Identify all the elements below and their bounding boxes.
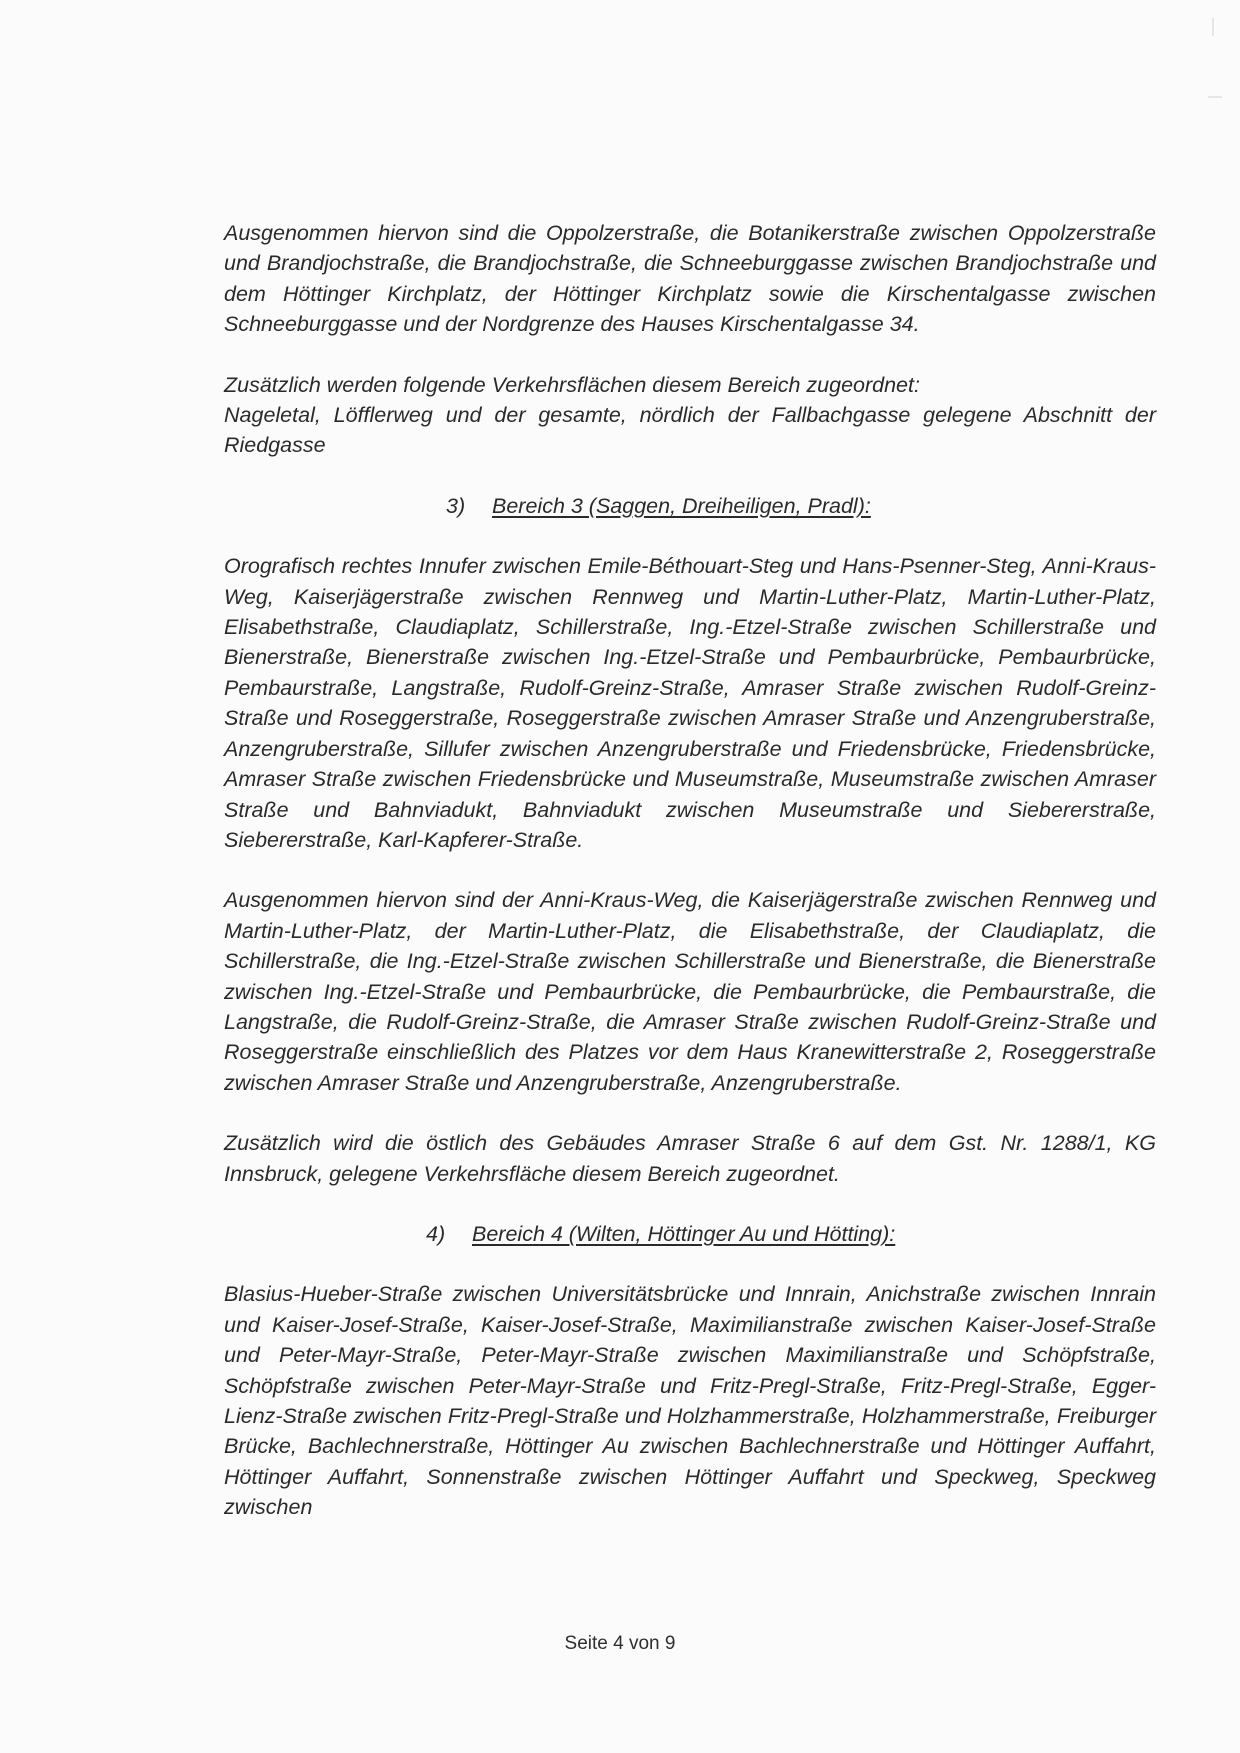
paragraph-exceptions-bereich-2: Ausgenommen hiervon sind die Oppolzerstraße, die Botanikerstraße zwischen Oppolzerstraße und Brandjochstraße, die Brandjochstraße, die Schneeburggasse zwischen Brandjochstraße und dem Höttinger Kirchplatz, der Höttinger Kirchplatz sowie die Kirschentalgasse zwischen Schneeburggasse und der Nordgrenze des Hauses Kirschentalgasse 34. xyxy=(224,221,1156,337)
paragraph-additional-areas-list: Nageletal, Löfflerweg und der gesamte, nördlich der Fallbachgasse gelegene Abschnitt der Riedgasse xyxy=(224,403,1156,458)
paragraph-bereich-3-exceptions: Ausgenommen hiervon sind der Anni-Kraus-Weg, die Kaiserjägerstraße zwischen Rennweg und Martin-Luther-Platz, der Martin-Luther-Platz, die Elisabethstraße, der Claudiaplatz, die Schillerstraße, die Ing.-Etzel-Straße zwischen Schillerstraße und Bienerstraße, die Bienerstraße zwischen Ing.-Etzel-Straße und Pembaurbrücke, die Pembaurbrücke, die Pembaurstraße, die Langstraße, die Rudolf-Greinz-Straße, die Amraser Straße zwischen Rudolf-Greinz-Straße und Roseggerstraße einschließlich des Platzes vor dem Haus Kranewitterstraße 2, Roseggerstraße zwischen Amraser Straße und Anzengruberstraße, Anzengruberstraße. xyxy=(224,888,1156,1095)
paragraph-additional-areas-intro: Zusätzlich werden folgende Verkehrsflächen diesem Bereich zugeordnet: xyxy=(224,372,920,397)
section-title: Bereich 4 (Wilten, Höttinger Au und Hötting): xyxy=(472,1221,896,1246)
paragraph-bereich-3-streets: Orografisch rechtes Innufer zwischen Emile-Béthouart-Steg und Hans-Psenner-Steg, Anni-Kraus-Weg, Kaiserjägerstraße zwischen Rennweg und Martin-Luther-Platz, Martin-Luther-Platz, Elisabethstraße, Claudiaplatz, Schillerstraße, Ing.-Etzel-Straße zwischen Schillerstraße und Bienerstraße, Bienerstraße zwischen Ing.-Etzel-Straße und Pembaurbrücke, Pembaurbrücke, Pembaurstraße, Langstraße, Rudolf-Greinz-Straße, Amraser Straße zwischen Rudolf-Greinz-Straße und Roseggerstraße, Roseggerstraße zwischen Amraser Straße und Anzengruberstraße, Anzengruberstraße, Sillufer zwischen Anzengruberstraße und Friedensbrücke, Friedensbrücke, Amraser Straße zwischen Friedensbrücke und Museumstraße, Museumstraße zwischen Amraser Straße und Bahnviadukt, Bahnviadukt zwischen Museumstraße und Siebererstraße, Siebererstraße, Karl-Kapferer-Straße. xyxy=(224,554,1156,852)
document-body xyxy=(224,218,1156,1523)
section-number: 3) xyxy=(446,493,466,518)
section-number: 4) xyxy=(426,1221,446,1246)
paragraph-bereich-4-streets: Blasius-Hueber-Straße zwischen Universitätsbrücke und Innrain, Anichstraße zwischen Innrain und Kaiser-Josef-Straße, Kaiser-Josef-Straße, Maximilianstraße zwischen Kaiser-Josef-Straße und Peter-Mayr-Straße, Peter-Mayr-Straße zwischen Maximilianstraße und Schöpfstraße, Schöpfstraße zwischen Peter-Mayr-Straße und Fritz-Pregl-Straße, Fritz-Pregl-Straße, Egger-Lienz-Straße zwischen Fritz-Pregl-Straße und Holzhammerstraße, Holzhammerstraße, Freiburger Brücke, Bachlechnerstraße, Höttinger Au zwischen Bachlechnerstraße und Höttinger Auffahrt, Höttinger Auffahrt, Sonnenstraße zwischen Höttinger Auffahrt und Speckweg, Speckweg zwischen xyxy=(224,1282,1156,1520)
section-title: Bereich 3 (Saggen, Dreiheiligen, Pradl): xyxy=(492,493,871,518)
paragraph-bereich-3-additional: Zusätzlich wird die östlich des Gebäudes Amraser Straße 6 auf dem Gst. Nr. 1288/1, KG Innsbruck, gelegene Verkehrsfläche diesem Bereich zugeordnet. xyxy=(224,1131,1156,1186)
section-heading-bereich-4 xyxy=(224,1219,1156,1249)
section-heading-bereich-3 xyxy=(224,491,1156,521)
scan-mark xyxy=(1212,18,1214,36)
page-number-footer: Seite 4 von 9 xyxy=(564,1633,676,1654)
scan-mark xyxy=(1208,96,1222,98)
